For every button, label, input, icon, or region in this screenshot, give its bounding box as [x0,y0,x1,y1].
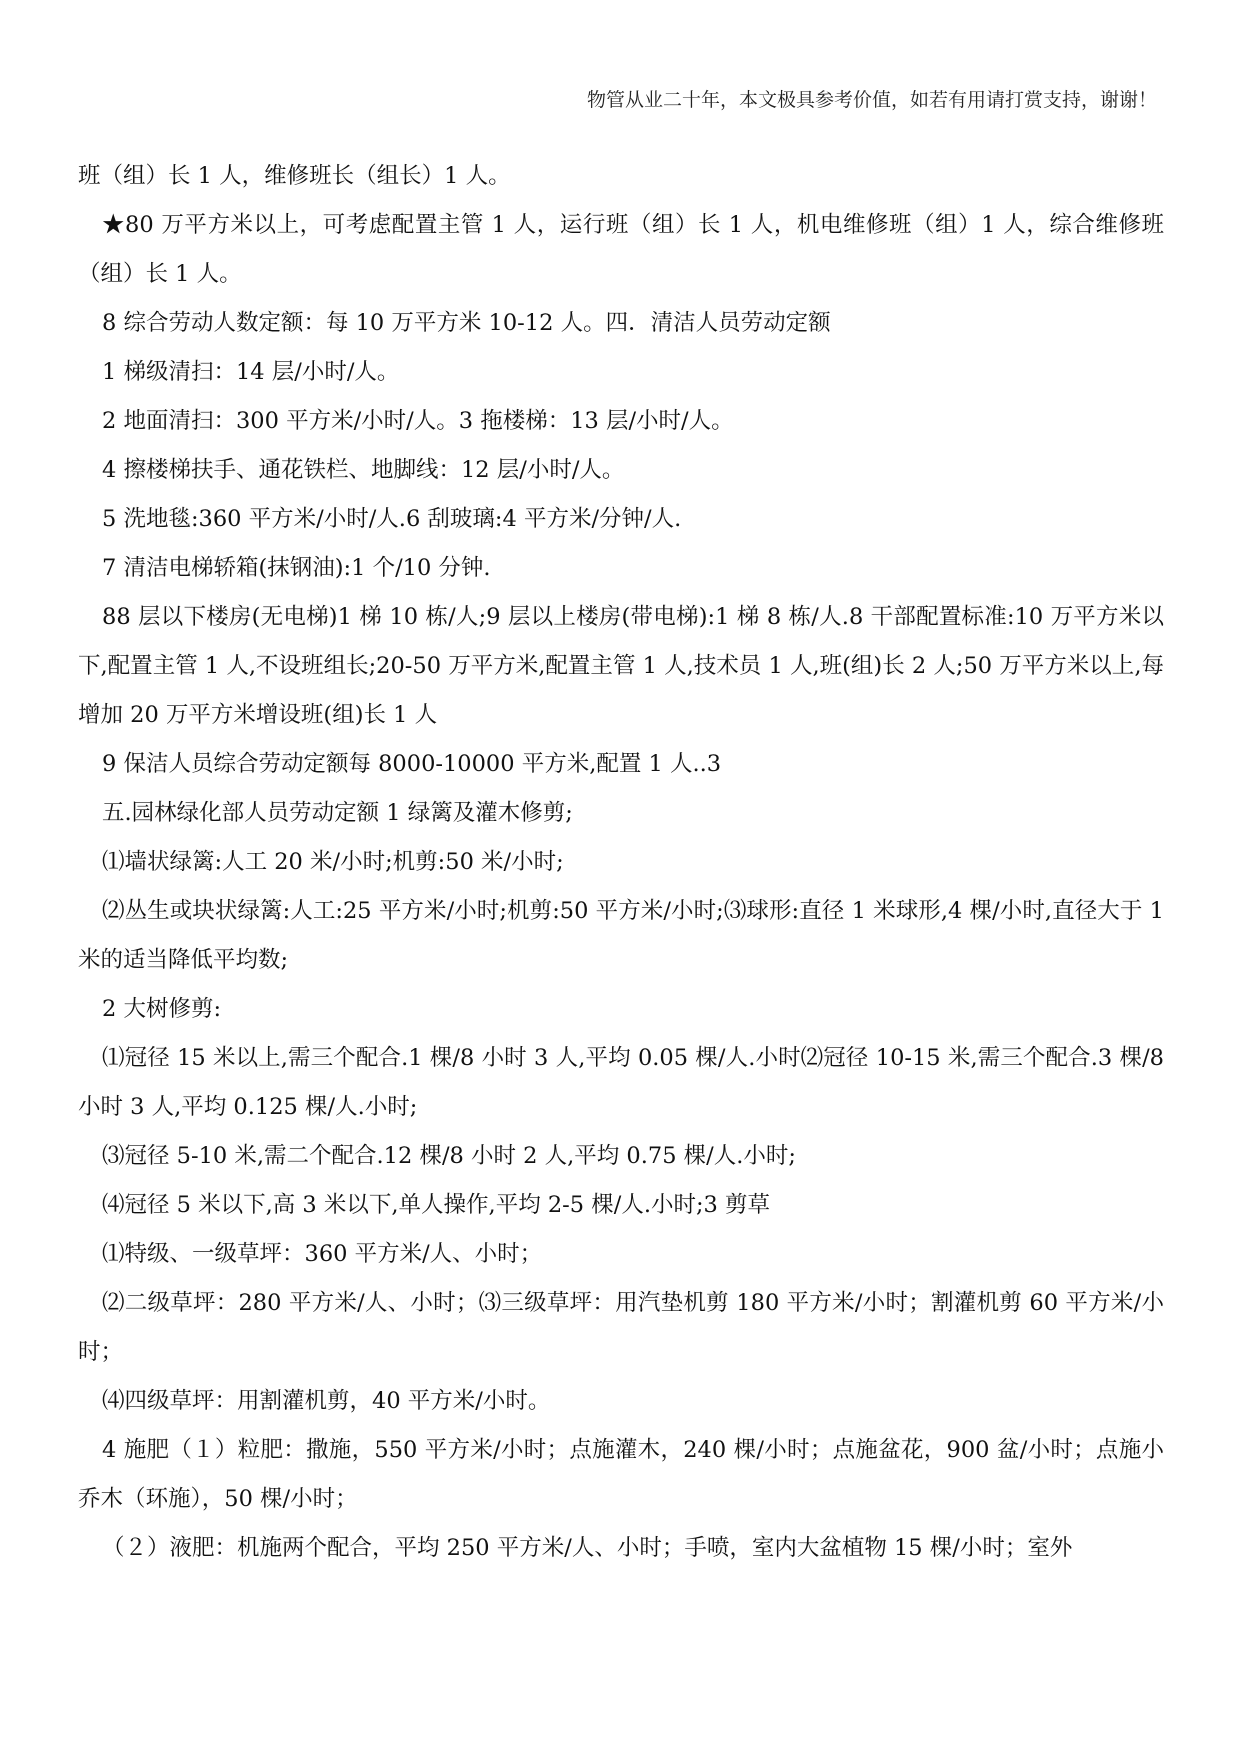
paragraph: ⑵丛生或块状绿篱:人工:25 平方米/小时;机剪:50 平方米/小时;⑶球形:直径 1 米球形,4 棵/小时,直径大于 1 米的适当降低平均数; [78,898,1164,973]
paragraph: 2 大树修剪: [102,996,222,1022]
paragraph: 1 梯级清扫：14 层/小时/人。 [102,359,400,385]
paragraph: ⑴冠径 15 米以上,需三个配合.1 棵/8 小时 3 人,平均 0.05 棵/人.小时⑵冠径 10-15 米,需三个配合.3 棵/8 小时 3 人,平均 0.125 棵/人.小时; [78,1045,1164,1120]
paragraph: 8 综合劳动人数定额：每 10 万平方米 10-12 人。四．清洁人员劳动定额 [102,310,831,336]
paragraph: ⑷冠径 5 米以下,高 3 米以下,单人操作,平均 2-5 棵/人.小时;3 剪草 [102,1192,771,1218]
paragraph: 4 施肥（１）粒肥：撒施，550 平方米/小时；点施灌木，240 棵/小时；点施盆花，900 盆/小时；点施小乔木（环施），50 棵/小时； [78,1437,1164,1512]
paragraph: ⑷四级草坪：用割灌机剪，40 平方米/小时。 [102,1388,551,1414]
paragraph: ⑴特级、一级草坪：360 平方米/人、小时； [102,1241,543,1267]
paragraph: 88 层以下楼房(无电梯)1 梯 10 栋/人;9 层以上楼房(带电梯):1 梯 8 栋/人.8 干部配置标准:10 万平方米以下,配置主管 1 人,不设班组长;20-50 万平方米,配置主管 1 人,技术员 1 人,班(组)长 2 人;50 万平方米以上,每增加 20 万平方米增设班(组)长 1 人 [78,604,1164,728]
paragraph: 2 地面清扫：300 平方米/小时/人。3 拖楼梯：13 层/小时/人。 [102,408,734,434]
paragraph: ⑵二级草坪：280 平方米/人、小时；⑶三级草坪：用汽垫机剪 180 平方米/小时；割灌机剪 60 平方米/小时； [78,1290,1164,1365]
paragraph: ⑶冠径 5-10 米,需二个配合.12 棵/8 小时 2 人,平均 0.75 棵/人.小时; [102,1143,796,1169]
paragraph: ⑴墙状绿篱:人工 20 米/小时;机剪:50 米/小时; [102,849,564,875]
header-note: 物管从业二十年，本文极具参考价值，如若有用请打赏支持，谢谢！ [586,89,1157,111]
paragraph: ★80 万平方米以上，可考虑配置主管 1 人，运行班（组）长 1 人，机电维修班（组）1 人，综合维修班（组）长 1 人。 [78,212,1164,287]
paragraph: 9 保洁人员综合劳动定额每 8000-10000 平方米,配置 1 人..3 [102,751,722,777]
paragraph: 五.园林绿化部人员劳动定额 1 绿篱及灌木修剪; [102,800,573,826]
paragraph: 5 洗地毯:360 平方米/小时/人.6 刮玻璃:4 平方米/分钟/人. [102,506,682,532]
paragraph: （２）液肥：机施两个配合，平均 250 平方米/人、小时；手喷，室内大盆植物 15 棵/小时；室外 [102,1535,1073,1561]
document-body [78,152,1164,1573]
paragraph: 4 擦楼梯扶手、通花铁栏、地脚线：12 层/小时/人。 [102,457,625,483]
paragraph: 班（组）长 1 人，维修班长（组长）1 人。 [78,163,511,189]
paragraph: 7 清洁电梯轿箱(抹钢油):1 个/10 分钟. [102,555,491,581]
